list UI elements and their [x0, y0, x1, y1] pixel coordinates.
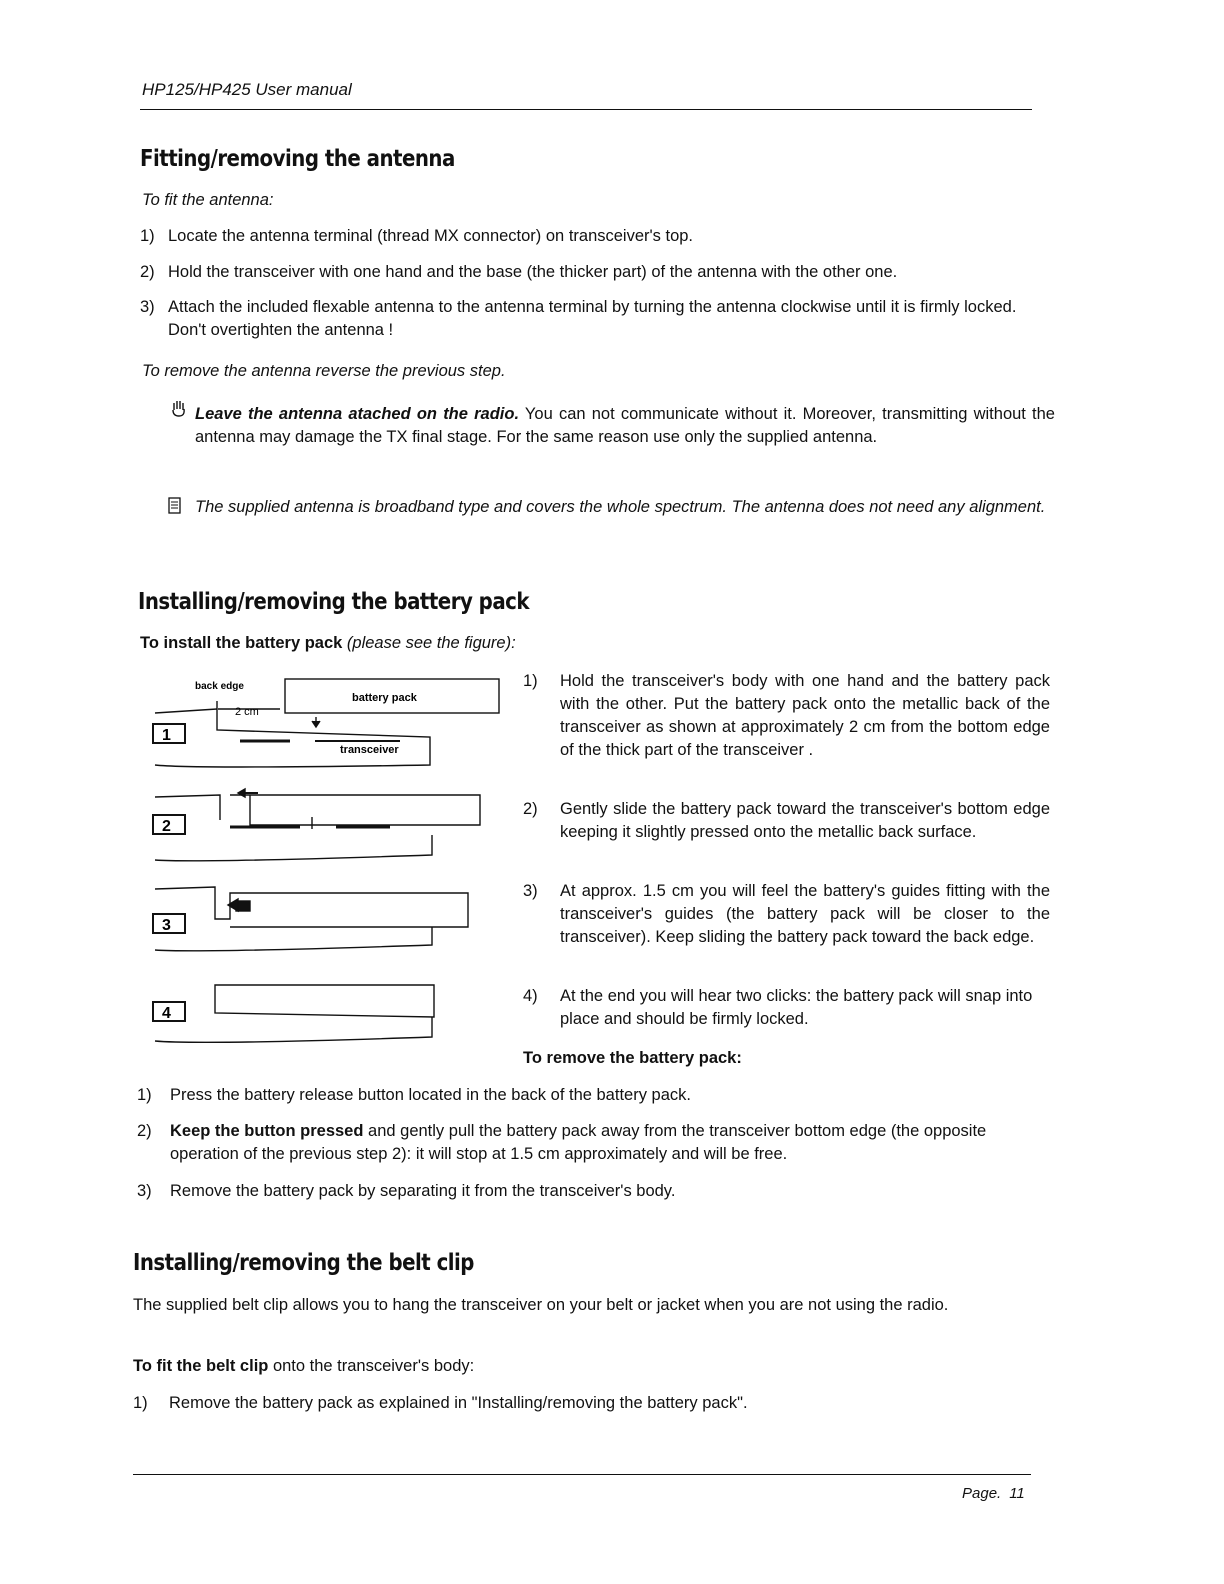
- document-icon: [167, 496, 183, 521]
- header-rule: [140, 109, 1032, 110]
- figure-step-number: 3: [162, 917, 171, 934]
- transceiver-shape-3: [155, 887, 468, 927]
- figure-step-number: 2: [162, 818, 171, 835]
- distance-label: 2 cm: [235, 706, 259, 718]
- step-text: At approx. 1.5 cm you will feel the battery's guides fitting with the transceiver's guides (the battery pack will be closer to the transceiver). Keep sliding the battery pack toward the back edge.: [560, 882, 1050, 946]
- transceiver-shape-2: [155, 795, 480, 825]
- belt-clip-fit-label: [133, 1355, 474, 1378]
- hand-icon: [170, 398, 188, 423]
- page-label: Page.: [962, 1485, 1002, 1502]
- step-text: Hold the transceiver with one hand and the base (the thicker part) of the antenna with the other one.: [168, 263, 898, 281]
- step-number: 4): [523, 987, 538, 1005]
- belt-clip-heading: Installing/removing the belt clip: [133, 1250, 474, 1276]
- figure-step-number: 4: [162, 1005, 171, 1022]
- battery-pack-label: battery pack: [352, 692, 417, 704]
- step-number: 3): [140, 298, 155, 316]
- fit-label-rest: onto the transceiver's body:: [268, 1357, 475, 1375]
- step-number: 3): [137, 1182, 152, 1200]
- antenna-warning: [195, 403, 1055, 449]
- battery-figure: [140, 665, 510, 1055]
- warning-bold: Leave the antenna atached on the radio.: [195, 405, 520, 423]
- install-label-bold: To install the battery pack: [140, 634, 343, 652]
- step-text: Locate the antenna terminal (thread MX connector) on transceiver's top.: [168, 227, 694, 245]
- battery-install-label: [140, 632, 516, 655]
- step-text: At the end you will hear two clicks: the battery pack will snap into place and should be firmly locked.: [560, 987, 1033, 1028]
- belt-clip-intro: The supplied belt clip allows you to hang the transceiver on your belt or jacket when you are not using the radio.: [133, 1296, 949, 1314]
- step-number: 3): [523, 882, 538, 900]
- page-number: [962, 1485, 1025, 1502]
- step-text: Gently slide the battery pack toward the transceiver's bottom edge keeping it slightly pressed onto the metallic back surface.: [560, 800, 1050, 841]
- step-number: 2): [137, 1122, 152, 1140]
- step-number: 1): [140, 227, 155, 245]
- step-rest: and gently pull the battery pack away from the transceiver bottom edge (the opposite operation of the previous step 2): it will stop at 1.5 cm approximately and will be free.: [170, 1122, 987, 1163]
- step-number: 1): [137, 1086, 152, 1104]
- step-text: Press the battery release button located in the back of the battery pack.: [170, 1086, 691, 1104]
- transceiver-shape-4: [215, 985, 434, 1017]
- antenna-intro: To fit the antenna:: [142, 191, 274, 209]
- antenna-heading: Fitting/removing the antenna: [140, 146, 455, 172]
- figure-step-number: 1: [162, 727, 171, 744]
- step-text: [170, 1120, 1055, 1166]
- step-text: Remove the battery pack by separating it from the transceiver's body.: [170, 1182, 676, 1200]
- install-label-italic: (please see the figure):: [342, 634, 516, 652]
- fit-label-bold: To fit the belt clip: [133, 1357, 269, 1375]
- step-text: Remove the battery pack as explained in "Installing/removing the battery pack".: [169, 1394, 748, 1412]
- antenna-info: The supplied antenna is broadband type and covers the whole spectrum. The antenna does not need any alignment.: [195, 498, 1046, 516]
- step-number: 1): [133, 1394, 148, 1412]
- footer-rule: [133, 1474, 1031, 1475]
- warning-text: You can not communicate without it. Moreover, transmitting without the antenna may damage the TX final stage. For the same reason use only the supplied antenna.: [195, 405, 1055, 446]
- step-number: 2): [523, 800, 538, 818]
- step-number: 2): [140, 263, 155, 281]
- step-number: 1): [523, 672, 538, 690]
- back-edge-label: back edge: [195, 681, 244, 692]
- page-value: 11: [1009, 1485, 1025, 1502]
- transceiver-label: transceiver: [340, 744, 399, 756]
- step-bold: Keep the button pressed: [170, 1122, 364, 1140]
- battery-heading: Installing/removing the battery pack: [138, 589, 530, 615]
- battery-remove-label: To remove the battery pack:: [523, 1049, 742, 1067]
- step-text: Attach the included flexable antenna to the antenna terminal by turning the antenna clockwise until it is firmly locked. Don't overtighten the antenna !: [168, 298, 1017, 339]
- running-header: HP125/HP425 User manual: [142, 80, 352, 99]
- step-text: Hold the transceiver's body with one hand and the battery pack with the other. Put the battery pack onto the metallic back of the transceiver as shown at approximately 2 cm from the bottom edge of the thick part of the transceiver .: [560, 672, 1050, 759]
- antenna-remove-note: To remove the antenna reverse the previous step.: [142, 362, 506, 380]
